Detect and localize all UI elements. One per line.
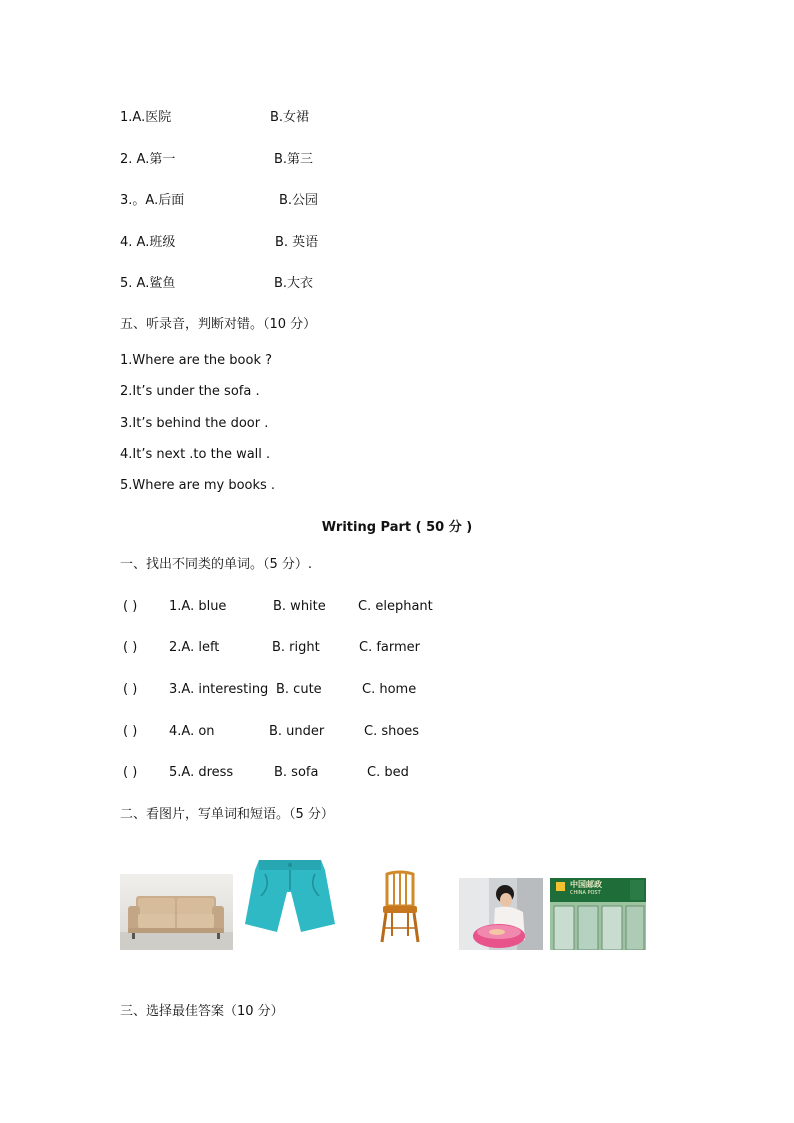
word-pair-1-a: 1.A.医院 [120, 110, 172, 125]
washing-image [459, 878, 543, 950]
section-heading-5: 五、听录音，判断对错。（10 分） [120, 317, 317, 332]
word-pair-1-b: B.女裙 [270, 110, 310, 125]
chair-image [352, 870, 450, 950]
word-pair-5-a: 5. A.鲨鱼 [120, 276, 176, 291]
post-sign-cn: 中国邮政 [570, 880, 602, 889]
section-heading-w1: 一、找出不同类的单词。（5 分）. [120, 557, 313, 572]
option-b-3: B. cute [276, 682, 322, 697]
sentence-3: 3.It’s behind the door . [120, 416, 269, 431]
section-heading-w3: 三、选择最佳答案（10 分） [120, 1004, 284, 1019]
sentence-1: 1.Where are the book ? [120, 353, 273, 368]
option-a-3: 3.A. interesting [169, 682, 269, 697]
option-b-2: B. right [272, 640, 320, 655]
word-pair-4-b: B. 英语 [275, 235, 319, 250]
option-a-4: 4.A. on [169, 724, 215, 739]
word-pair-4-a: 4. A.班级 [120, 235, 176, 250]
answer-paren-1: ( ) [123, 599, 138, 614]
option-c-2: C. farmer [359, 640, 421, 655]
post-sign-en: CHINA POST [570, 890, 601, 896]
option-a-1: 1.A. blue [169, 599, 227, 614]
option-a-5: 5.A. dress [169, 765, 234, 780]
answer-paren-2: ( ) [123, 640, 138, 655]
answer-paren-3: ( ) [123, 682, 138, 697]
word-pair-3-b: B.公园 [279, 193, 319, 208]
section-heading-w2: 二、看图片，写单词和短语。（5 分） [120, 807, 334, 822]
sofa-image [120, 874, 233, 950]
writing-part-title: Writing Part ( 50 分 ) [321, 520, 473, 535]
word-pair-2-a: 2. A.第一 [120, 152, 176, 167]
option-c-4: C. shoes [364, 724, 420, 739]
post-office-image [550, 878, 646, 950]
answer-paren-5: ( ) [123, 765, 138, 780]
option-c-5: C. bed [367, 765, 409, 780]
word-pair-2-b: B.第三 [274, 152, 314, 167]
option-b-5: B. sofa [274, 765, 319, 780]
option-c-3: C. home [362, 682, 417, 697]
word-pair-3-a: 3.。A.后面 [120, 193, 185, 208]
option-c-1: C. elephant [358, 599, 433, 614]
option-a-2: 2.A. left [169, 640, 220, 655]
option-b-1: B. white [273, 599, 326, 614]
sentence-4: 4.It’s next .to the wall . [120, 447, 271, 462]
shorts-image [241, 856, 339, 935]
sentence-5: 5.Where are my books . [120, 478, 276, 493]
sentence-2: 2.It’s under the sofa . [120, 384, 260, 399]
option-b-4: B. under [269, 724, 325, 739]
word-pair-5-b: B.大衣 [274, 276, 314, 291]
answer-paren-4: ( ) [123, 724, 138, 739]
